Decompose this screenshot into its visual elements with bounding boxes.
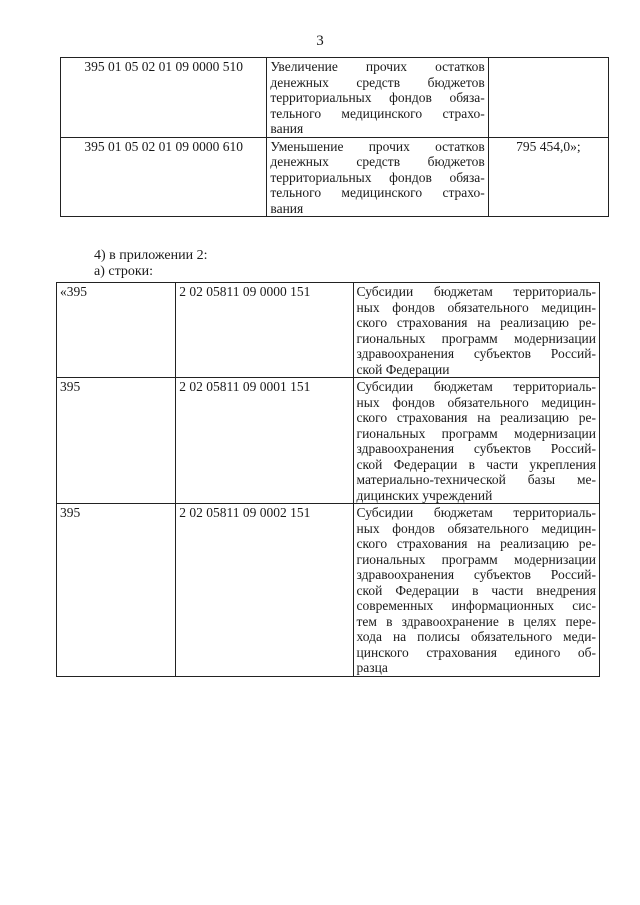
description-line: цинского страхования единого об- <box>356 644 596 660</box>
description-line: ных фондов обязательного медицин- <box>356 299 596 315</box>
description-line: ных фондов обязательного медицин- <box>356 394 596 410</box>
income-codes-table <box>56 282 600 677</box>
description-line: ского страхования на реализацию ре- <box>356 410 596 425</box>
description-line: здравоохранения субъектов Россий- <box>356 567 596 582</box>
description-line: материально-технической базы ме- <box>356 472 596 487</box>
description-line: гиональных программ модернизации <box>356 425 596 441</box>
table-row <box>57 283 600 378</box>
description-cell <box>353 504 599 677</box>
table-row <box>61 137 609 217</box>
page-number: 3 <box>316 33 324 49</box>
description-line: гиональных программ модернизации <box>356 551 596 567</box>
table-row <box>61 58 609 138</box>
description-line: вания <box>270 121 304 136</box>
description-cell <box>353 378 599 504</box>
income-code-cell: 2 02 05811 09 0002 151 <box>176 504 353 677</box>
admin-code-cell: «395 <box>57 283 176 378</box>
description-cell <box>267 58 488 138</box>
income-code-cell: 2 02 05811 09 0000 151 <box>176 283 353 378</box>
budget-code-cell: 395 01 05 02 01 09 0000 510 <box>61 58 267 138</box>
description-line: гиональных программ модернизации <box>356 330 596 346</box>
description-line: Увеличение прочих остатков <box>270 59 485 74</box>
description-line: здравоохранения субъектов Россий- <box>356 441 596 456</box>
description-line: ского страхования на реализацию ре- <box>356 315 596 330</box>
description-line: разца <box>356 660 388 675</box>
description-line: тем в здравоохранение в целях пере- <box>356 613 596 629</box>
description-line: Субсидии бюджетам территориаль- <box>356 505 596 520</box>
admin-code-cell: 395 <box>57 378 176 504</box>
description-line: тельного медицинского страхо- <box>270 185 485 200</box>
description-line: ского страхования на реализацию ре- <box>356 536 596 551</box>
description-line: ской Федерации в части укрепления <box>356 456 596 472</box>
paragraph-rows: а) строки: <box>94 264 154 279</box>
paragraph-appendix-2: 4) в приложении 2: <box>94 248 208 263</box>
table-row <box>57 504 600 677</box>
amount-cell <box>488 58 608 138</box>
description-line: хода на полисы обязательного меди- <box>356 629 596 644</box>
description-line: ных фондов обязательного медицин- <box>356 520 596 536</box>
description-line: здравоохранения субъектов Россий- <box>356 346 596 361</box>
description-cell <box>353 283 599 378</box>
description-line: дицинских учреждений <box>356 487 493 503</box>
description-line: территориальных фондов обяза- <box>270 90 485 105</box>
description-line: денежных средств бюджетов <box>270 154 485 169</box>
description-line: ской Федерации в части внедрения <box>356 582 596 598</box>
income-code-cell: 2 02 05811 09 0001 151 <box>176 378 353 504</box>
description-line: Субсидии бюджетам территориаль- <box>356 379 596 394</box>
description-line: ской Федерации <box>356 361 450 377</box>
description-line: современных информационных сис- <box>356 598 596 613</box>
admin-code-cell: 395 <box>57 504 176 677</box>
description-line: Уменьшение прочих остатков <box>270 138 485 154</box>
description-line: тельного медицинского страхо- <box>270 105 485 121</box>
budget-code-cell: 395 01 05 02 01 09 0000 610 <box>61 137 267 217</box>
description-line: вания <box>270 200 304 216</box>
description-cell <box>267 137 488 217</box>
description-line: территориальных фондов обяза- <box>270 169 485 185</box>
budget-sources-table <box>60 57 609 217</box>
description-line: денежных средств бюджетов <box>270 74 485 90</box>
description-line: Субсидии бюджетам территориаль- <box>356 284 596 299</box>
table-row <box>57 378 600 504</box>
amount-cell: 795 454,0»; <box>488 137 608 217</box>
